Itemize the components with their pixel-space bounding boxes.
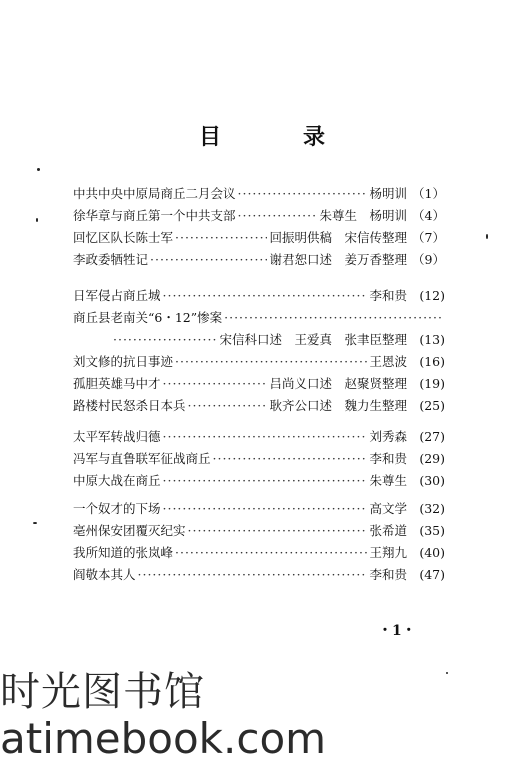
entry-title: 日军侵占商丘城 — [73, 288, 161, 303]
dot-leader — [175, 351, 367, 373]
entry-page: (30) — [419, 473, 445, 488]
toc-group-4 — [73, 498, 445, 586]
toc-entry[interactable] — [73, 470, 445, 492]
entry-title: 阎敬本其人 — [73, 567, 136, 582]
entry-author: 吕尚义口述 赵聚贤整理 — [269, 376, 407, 391]
entry-author: 朱尊生 杨明训 — [319, 208, 407, 223]
entry-title: 李政委牺牲记 — [73, 252, 149, 267]
entry-title: 太平军转战归德 — [73, 429, 161, 444]
toc-entry[interactable] — [73, 373, 445, 395]
dot-leader — [238, 183, 368, 205]
entry-page: (19) — [419, 376, 445, 391]
toc-entry[interactable] — [73, 448, 445, 470]
entry-author: 王翔九 — [369, 545, 407, 560]
entry-page: (12) — [419, 288, 445, 303]
entry-page: (27) — [419, 429, 445, 444]
entry-page: （1） — [412, 186, 445, 201]
toc-entry[interactable] — [73, 351, 445, 373]
entry-page: (16) — [419, 354, 445, 369]
toc-entry[interactable] — [73, 205, 445, 227]
entry-page: (35) — [419, 523, 445, 538]
watermark-chinese: 时光图书馆 — [0, 669, 205, 715]
scan-speck — [37, 168, 40, 171]
toc-entry[interactable] — [73, 307, 445, 329]
dot-leader — [163, 285, 368, 307]
entry-author: 张希道 — [369, 523, 407, 538]
entry-page: (25) — [419, 398, 445, 413]
dot-leader — [188, 520, 368, 542]
watermark-url: atimebook.com — [0, 714, 327, 763]
entry-title: 我所知道的张岚峰 — [73, 545, 174, 560]
toc-entry[interactable] — [73, 542, 445, 564]
dot-leader — [163, 498, 368, 520]
entry-author: 谢君恕口述 姜万香整理 — [269, 252, 407, 267]
scan-speck — [36, 218, 38, 222]
toc-entry[interactable] — [73, 183, 445, 205]
entry-title: 路楼村民怒杀日本兵 — [73, 398, 186, 413]
entry-author: 刘秀森 — [369, 429, 407, 444]
entry-title: 亳州保安团覆灭纪实 — [73, 523, 186, 538]
dot-leader — [163, 373, 268, 395]
dot-leader — [175, 227, 267, 249]
toc-heading — [0, 120, 513, 152]
dot-leader — [175, 542, 367, 564]
entry-title: 一个奴才的下场 — [73, 501, 161, 516]
entry-author: 宋信科口述 王爱真 张聿臣整理 — [219, 332, 407, 347]
entry-author: 李和贵 — [369, 288, 407, 303]
dot-leader — [113, 329, 217, 351]
dot-leader — [238, 205, 318, 227]
dot-leader — [188, 395, 268, 417]
entry-title: 刘文修的抗日事迹 — [73, 354, 174, 369]
dot-leader — [150, 249, 267, 271]
toc-entry-continuation[interactable] — [73, 329, 445, 351]
entry-title: 商丘县老南关“6・12”惨案 — [73, 310, 223, 325]
entry-page: （9） — [412, 252, 445, 267]
entry-page: (13) — [419, 332, 445, 347]
entry-page: (32) — [419, 501, 445, 516]
page-number: ・1・ — [378, 623, 416, 639]
entry-page: (40) — [419, 545, 445, 560]
entry-author: 王恩波 — [369, 354, 407, 369]
toc-group-2 — [73, 285, 445, 417]
entry-title: 中共中央中原局商丘二月会议 — [73, 186, 236, 201]
entry-title: 中原大战在商丘 — [73, 473, 161, 488]
dot-leader — [163, 470, 368, 492]
entry-author: 朱尊生 — [369, 473, 407, 488]
toc-entry[interactable] — [73, 285, 445, 307]
dot-leader — [138, 564, 368, 586]
toc-heading-right: 录 — [303, 124, 326, 150]
dot-leader — [224, 307, 443, 329]
entry-title: 回忆区队长陈士军 — [73, 230, 174, 245]
entry-page: (29) — [419, 451, 445, 466]
entry-author: 耿齐公口述 魏力生整理 — [269, 398, 407, 413]
scan-speck — [33, 522, 37, 524]
entry-author: 李和贵 — [369, 451, 407, 466]
entry-author: 回振明供稿 宋信传整理 — [269, 230, 407, 245]
entry-page: （7） — [412, 230, 445, 245]
entry-author: 李和贵 — [369, 567, 407, 582]
dot-leader — [163, 426, 368, 448]
entry-title: 孤胆英雄马中才 — [73, 376, 161, 391]
entry-author: 高文学 — [369, 501, 407, 516]
dot-leader — [213, 448, 368, 470]
entry-title: 冯军与直鲁联军征战商丘 — [73, 451, 211, 466]
entry-page: (47) — [419, 567, 445, 582]
toc-entry[interactable] — [73, 426, 445, 448]
toc-entry[interactable] — [73, 564, 445, 586]
toc-entry[interactable] — [73, 520, 445, 542]
toc-entry[interactable] — [73, 498, 445, 520]
entry-author: 杨明训 — [369, 186, 407, 201]
toc-heading-left: 目 — [199, 124, 222, 150]
toc-entry[interactable] — [73, 395, 445, 417]
scan-speck — [486, 234, 488, 239]
toc-group-3 — [73, 426, 445, 492]
toc-group-1 — [73, 183, 445, 271]
toc-entry[interactable] — [73, 249, 445, 271]
scan-speck — [446, 672, 448, 674]
toc-entry[interactable] — [73, 227, 445, 249]
entry-title: 徐华章与商丘第一个中共支部 — [73, 208, 236, 223]
entry-page: （4） — [412, 208, 445, 223]
